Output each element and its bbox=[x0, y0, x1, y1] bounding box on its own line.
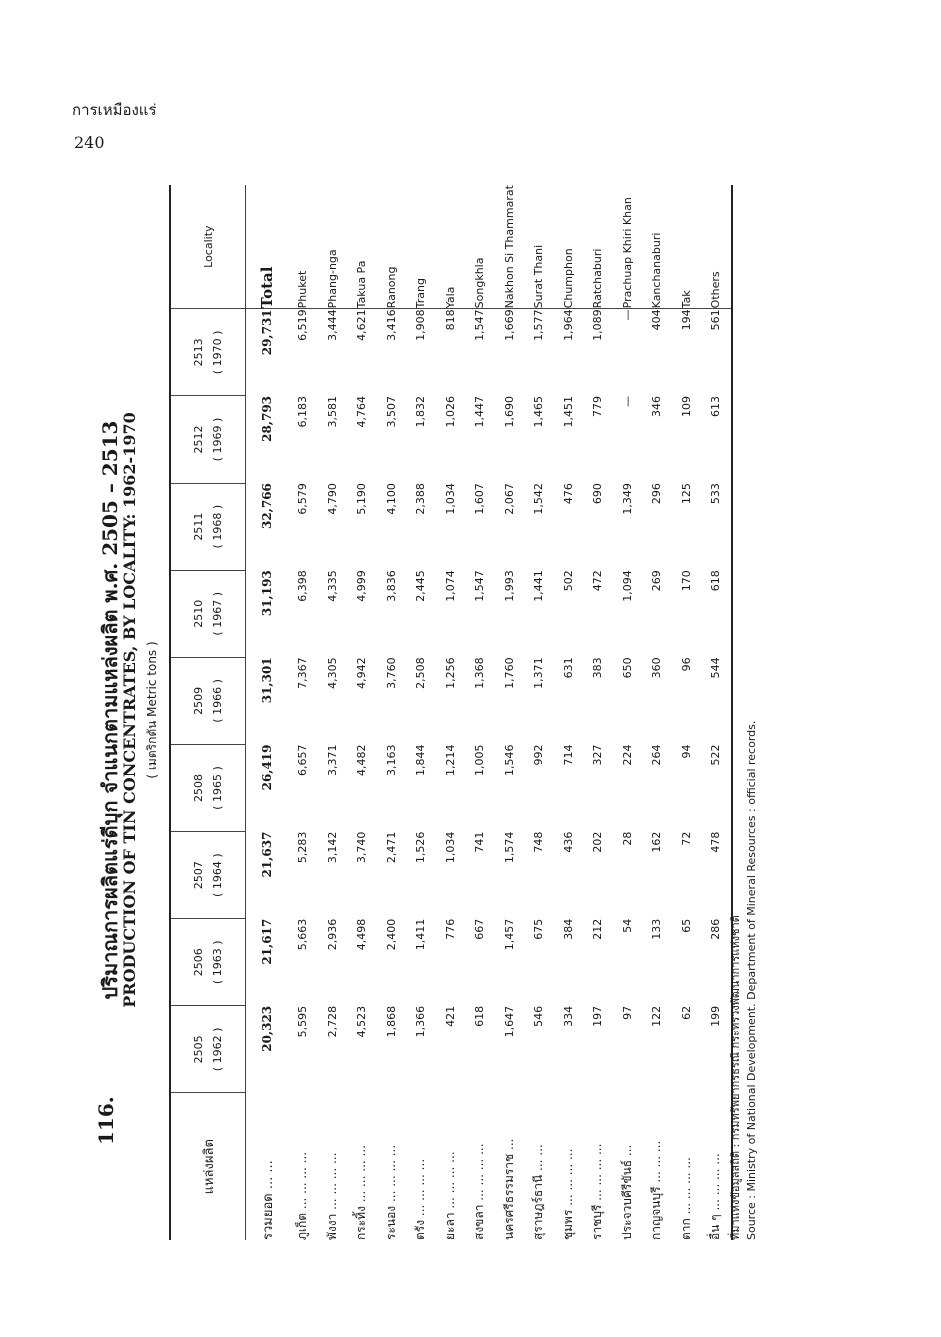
section-header: การเหมืองแร่ bbox=[72, 101, 157, 119]
table-cell: 1,574 bbox=[502, 831, 516, 864]
row-locality-label: Takua Pa bbox=[347, 185, 377, 309]
title-english: PRODUCTION OF TIN CONCENTRATES, BY LOCALITY: 1962-1970 bbox=[120, 412, 139, 1008]
table-cell: 3,507 bbox=[384, 395, 398, 428]
table-cell: 4,764 bbox=[355, 395, 369, 428]
table-cell: 618 bbox=[701, 570, 732, 657]
table-cell: — bbox=[620, 395, 634, 407]
locality-column-header: Locality bbox=[170, 185, 246, 309]
table-cell: 3,760 bbox=[384, 657, 398, 689]
table-cell: 1,542 bbox=[532, 483, 546, 515]
table-cell: 4,790 bbox=[325, 483, 339, 515]
year-be-header: 2510 bbox=[170, 570, 207, 657]
table-row bbox=[406, 185, 436, 1240]
table-row bbox=[554, 185, 584, 1240]
table-cell: 224 bbox=[620, 744, 634, 766]
table-cell: 779 bbox=[591, 395, 605, 417]
table-cell: 264 bbox=[650, 744, 664, 766]
table-cell: 6,657 bbox=[296, 744, 310, 776]
table-cell: 613 bbox=[701, 396, 732, 483]
table-row bbox=[318, 185, 348, 1240]
table-cell: 1,005 bbox=[473, 744, 487, 776]
table-cell: 3,371 bbox=[325, 744, 339, 776]
table-cell: 690 bbox=[591, 483, 605, 505]
table-cell: 94 bbox=[679, 744, 693, 759]
table-cell: 334 bbox=[561, 1005, 575, 1027]
table-cell: 4,942 bbox=[355, 657, 369, 689]
table-cell: 502 bbox=[561, 570, 575, 592]
year-be-header: 2512 bbox=[170, 396, 207, 483]
table-cell: 2,067 bbox=[502, 483, 516, 515]
table-cell: 1,547 bbox=[473, 309, 487, 341]
row-locality-label: Others bbox=[701, 185, 732, 309]
table-cell: 199 bbox=[701, 1006, 732, 1093]
year-ce-header: ( 1966 ) bbox=[207, 657, 246, 744]
total-row bbox=[246, 185, 289, 1240]
table-cell: 1,964 bbox=[561, 309, 575, 341]
year-ce-header: ( 1962 ) bbox=[207, 1006, 246, 1093]
row-locality-label: Surat Thani bbox=[524, 185, 554, 309]
table-cell: 1,760 bbox=[502, 657, 516, 689]
table-cell: 360 bbox=[650, 657, 664, 679]
row-thai-label: นครศรีธรรมราช ... bbox=[501, 1138, 516, 1240]
row-thai-label: ภูเก็ต ... ... ... ... bbox=[295, 1151, 310, 1240]
table-number: 116. bbox=[94, 1096, 118, 1145]
table-cell: 96 bbox=[679, 657, 693, 672]
table-cell: 1,034 bbox=[443, 483, 457, 515]
table-cell: 561 bbox=[701, 309, 732, 396]
table-cell: 5,283 bbox=[296, 831, 310, 864]
table-cell: 818 bbox=[443, 309, 457, 331]
table-cell: 31,193 bbox=[260, 570, 274, 617]
table-cell: 533 bbox=[701, 483, 732, 570]
row-thai-label: อื่น ๆ ... ... ... ... bbox=[701, 1093, 732, 1240]
table-cell: 3,836 bbox=[384, 570, 398, 602]
table-cell: 3,416 bbox=[384, 309, 398, 341]
table-cell: 1,371 bbox=[532, 657, 546, 689]
table-cell: 1,451 bbox=[561, 395, 575, 428]
year-ce-header: ( 1969 ) bbox=[207, 396, 246, 483]
table-cell: 4,621 bbox=[355, 309, 369, 341]
row-locality-label: Songkhla bbox=[465, 185, 495, 309]
table-cell: 1,441 bbox=[532, 570, 546, 602]
table-cell: 3,444 bbox=[325, 309, 339, 341]
table-cell: 1,526 bbox=[414, 831, 428, 864]
row-thai-label: ราชบุรี ... ... ... ... bbox=[590, 1143, 605, 1240]
table-cell: 478 bbox=[701, 832, 732, 919]
table-cell: 212 bbox=[591, 918, 605, 940]
row-thai-label: กาญจนบุรี ... ... ... bbox=[649, 1140, 664, 1240]
table-cell: 1,089 bbox=[591, 309, 605, 341]
title-thai: ปริมาณการผลิตแร่ดีบุก จำแนกตามแหล่งผลิต พ.ศ. 2505 – 2513 bbox=[98, 420, 122, 1000]
table-cell: 5,595 bbox=[296, 1005, 310, 1038]
header-row-be bbox=[170, 185, 207, 1240]
row-locality-label: Kanchanaburi bbox=[642, 185, 672, 309]
row-thai-label: ประจวบคีรีขันธ์ ... bbox=[619, 1144, 634, 1240]
table-cell: 7,367 bbox=[296, 657, 310, 689]
table-cell: 2,508 bbox=[414, 657, 428, 689]
table-cell: 3,740 bbox=[355, 831, 369, 864]
table-cell: 2,728 bbox=[325, 1005, 339, 1038]
year-be-header: 2511 bbox=[170, 483, 207, 570]
year-ce-header: ( 1968 ) bbox=[207, 483, 246, 570]
row-locality-label: Chumphon bbox=[554, 185, 584, 309]
table-cell: 3,581 bbox=[325, 395, 339, 428]
table-cell: 6,579 bbox=[296, 483, 310, 515]
row-thai-label: ตาก ... ... ... ... bbox=[678, 1157, 693, 1240]
year-ce-header: ( 1963 ) bbox=[207, 919, 246, 1006]
table-cell: 269 bbox=[650, 570, 664, 592]
table-cell: 741 bbox=[473, 831, 487, 853]
table-cell: 122 bbox=[650, 1005, 664, 1027]
table-row bbox=[465, 185, 495, 1240]
year-ce-header: ( 1970 ) bbox=[207, 309, 246, 396]
table-cell: 1,546 bbox=[502, 744, 516, 776]
table-body bbox=[246, 185, 732, 1240]
table-cell: 197 bbox=[591, 1005, 605, 1027]
table-cell: 5,190 bbox=[355, 483, 369, 515]
table-cell: 6,519 bbox=[296, 309, 310, 341]
table-cell: 2,471 bbox=[384, 831, 398, 864]
year-be-header: 2513 bbox=[170, 309, 207, 396]
table-cell: 1,034 bbox=[443, 831, 457, 864]
row-thai-label: ระนอง ... ... ... ... bbox=[383, 1144, 398, 1240]
table-row bbox=[347, 185, 377, 1240]
table-cell: 1,366 bbox=[414, 1005, 428, 1038]
unit-label: ( เมตริกตัน Metric tons ) bbox=[145, 641, 159, 779]
row-locality-label: Tak bbox=[672, 185, 702, 309]
year-be-header: 2505 bbox=[170, 1006, 207, 1093]
table-cell: 21,617 bbox=[260, 918, 274, 965]
table-cell: 1,094 bbox=[620, 570, 634, 602]
table-cell: 1,868 bbox=[384, 1005, 398, 1038]
production-table bbox=[169, 185, 733, 1240]
table-cell: 1,832 bbox=[414, 395, 428, 428]
source-english: Source : Ministry of National Development. Department of Mineral Resources : official records. bbox=[745, 720, 758, 1240]
row-locality-label: Ranong bbox=[377, 185, 407, 309]
row-thai-label: พังงา ... ... ... ... bbox=[324, 1152, 339, 1240]
table-cell: 194 bbox=[679, 309, 693, 331]
table-cell: 1,993 bbox=[502, 570, 516, 602]
table-cell: 1,214 bbox=[443, 744, 457, 776]
table-cell: 170 bbox=[679, 570, 693, 592]
table-cell: 65 bbox=[679, 918, 693, 933]
table-cell: 29,731 bbox=[260, 309, 274, 356]
year-ce-header: ( 1967 ) bbox=[207, 570, 246, 657]
table-cell: 21,637 bbox=[260, 831, 274, 878]
table-cell: 3,142 bbox=[325, 831, 339, 864]
table-cell: 296 bbox=[650, 483, 664, 505]
table-cell: 2,936 bbox=[325, 918, 339, 951]
table-cell: 4,305 bbox=[325, 657, 339, 689]
table-cell: 1,669 bbox=[502, 309, 516, 341]
table-cell: 31,301 bbox=[260, 657, 274, 704]
table-cell: 4,498 bbox=[355, 918, 369, 951]
row-locality-label: Yala bbox=[436, 185, 466, 309]
table-cell: 1,908 bbox=[414, 309, 428, 341]
table-cell: 20,323 bbox=[260, 1005, 274, 1052]
table-cell: 650 bbox=[620, 657, 634, 679]
table-cell: 28 bbox=[620, 831, 634, 846]
table-cell: 97 bbox=[620, 1005, 634, 1020]
table-row bbox=[377, 185, 407, 1240]
year-ce-header: ( 1964 ) bbox=[207, 832, 246, 919]
table-cell: 2,388 bbox=[414, 483, 428, 515]
table-cell: 1,647 bbox=[502, 1005, 516, 1038]
table-cell: 202 bbox=[591, 831, 605, 853]
table-row bbox=[495, 185, 525, 1240]
page-number: 240 bbox=[74, 133, 105, 152]
table-cell: 327 bbox=[591, 744, 605, 766]
table-cell: 384 bbox=[561, 918, 575, 940]
table-cell: 544 bbox=[701, 657, 732, 744]
table-cell: 133 bbox=[650, 918, 664, 940]
table-cell: 26,419 bbox=[260, 744, 274, 791]
table-cell: 675 bbox=[532, 918, 546, 940]
table-cell: 522 bbox=[701, 744, 732, 831]
table-cell: 383 bbox=[591, 657, 605, 679]
table-row bbox=[288, 185, 318, 1240]
year-be-header: 2507 bbox=[170, 832, 207, 919]
thai-column-header: แหล่งผลิต bbox=[170, 1093, 246, 1240]
table-cell: 546 bbox=[532, 1005, 546, 1027]
row-thai-label: กระทิ้ง ... ... ... ... bbox=[354, 1145, 369, 1240]
table-cell: 992 bbox=[532, 744, 546, 766]
table-cell: 1,447 bbox=[473, 395, 487, 428]
table-cell: 4,482 bbox=[355, 744, 369, 776]
table-cell: 476 bbox=[561, 483, 575, 505]
table-cell: 1,577 bbox=[532, 309, 546, 341]
row-thai-label: ยะลา ... ... ... ... bbox=[442, 1151, 457, 1240]
table-cell: 54 bbox=[620, 918, 634, 933]
table-cell: 1,547 bbox=[473, 570, 487, 602]
table-cell: 1,256 bbox=[443, 657, 457, 689]
table-cell: 667 bbox=[473, 918, 487, 940]
table-cell: 3,163 bbox=[384, 744, 398, 776]
table-row bbox=[436, 185, 466, 1240]
table-cell: 32,766 bbox=[260, 483, 274, 530]
table-row bbox=[672, 185, 702, 1240]
year-be-header: 2509 bbox=[170, 657, 207, 744]
row-thai-label: สงขลา ... ... ... ... bbox=[472, 1143, 487, 1240]
row-thai-label: สุราษฎร์ธานี ... ... bbox=[531, 1144, 546, 1240]
table-cell: 748 bbox=[532, 831, 546, 853]
header-row-ce bbox=[207, 185, 246, 1240]
table-cell: 1,411 bbox=[414, 918, 428, 951]
table-cell: 1,457 bbox=[502, 918, 516, 951]
table-cell: 2,400 bbox=[384, 918, 398, 951]
row-locality-label: Ratchaburi bbox=[583, 185, 613, 309]
table-cell: 62 bbox=[679, 1005, 693, 1020]
row-locality-label: Trang bbox=[406, 185, 436, 309]
table-cell: 1,026 bbox=[443, 395, 457, 428]
year-be-header: 2508 bbox=[170, 744, 207, 831]
table-cell: 1,349 bbox=[620, 483, 634, 515]
row-thai-label: ชุมพร ... ... ... ... bbox=[560, 1148, 575, 1240]
row-thai-label: ตรัง ... ... ... ... bbox=[413, 1158, 428, 1240]
table-row bbox=[642, 185, 672, 1240]
table-cell: 1,607 bbox=[473, 483, 487, 515]
source-thai: ที่มาแห่งข้อมูลสถิติ : กรมทรัพยากรธรณี กระทรวงพัฒนาการแห่งชาติ bbox=[729, 915, 742, 1240]
table-cell: 404 bbox=[650, 309, 664, 331]
year-be-header: 2506 bbox=[170, 919, 207, 1006]
table-cell: 286 bbox=[701, 919, 732, 1006]
row-locality-label: Prachuap Khiri Khan bbox=[613, 185, 643, 309]
table-cell: 125 bbox=[679, 483, 693, 505]
row-locality-label: Total bbox=[246, 185, 289, 309]
table-cell: 421 bbox=[443, 1005, 457, 1027]
table-cell: 28,793 bbox=[260, 395, 274, 442]
table-cell: 72 bbox=[679, 831, 693, 846]
rotated-table-panel bbox=[94, 180, 854, 1240]
row-locality-label: Phuket bbox=[288, 185, 318, 309]
table-cell: 1,465 bbox=[532, 395, 546, 428]
table-row bbox=[524, 185, 554, 1240]
row-locality-label: Phang-nga bbox=[318, 185, 348, 309]
table-cell: 436 bbox=[561, 831, 575, 853]
table-cell: 4,523 bbox=[355, 1005, 369, 1038]
table-cell: 1,844 bbox=[414, 744, 428, 776]
table-cell: 4,100 bbox=[384, 483, 398, 515]
table-cell: 472 bbox=[591, 570, 605, 592]
table-cell: 2,445 bbox=[414, 570, 428, 602]
table-cell: 1,690 bbox=[502, 395, 516, 428]
table-cell: 1,074 bbox=[443, 570, 457, 602]
table-cell: 162 bbox=[650, 831, 664, 853]
row-thai-label: รวมยอด ... ... bbox=[260, 1160, 276, 1240]
year-ce-header: ( 1965 ) bbox=[207, 744, 246, 831]
table-cell: — bbox=[620, 309, 634, 321]
table-cell: 618 bbox=[473, 1005, 487, 1027]
table-cell: 6,183 bbox=[296, 395, 310, 428]
table-cell: 631 bbox=[561, 657, 575, 679]
table-cell: 346 bbox=[650, 395, 664, 417]
table-cell: 776 bbox=[443, 918, 457, 940]
table-cell: 5,663 bbox=[296, 918, 310, 951]
table-row bbox=[583, 185, 613, 1240]
table-cell: 109 bbox=[679, 395, 693, 417]
table-cell: 6,398 bbox=[296, 570, 310, 602]
table-cell: 4,335 bbox=[325, 570, 339, 602]
table-cell: 1,368 bbox=[473, 657, 487, 689]
row-locality-label: Nakhon Si Thammarat bbox=[495, 185, 525, 309]
table-cell: 714 bbox=[561, 744, 575, 766]
table-cell: 4,999 bbox=[355, 570, 369, 602]
table-row bbox=[613, 185, 643, 1240]
